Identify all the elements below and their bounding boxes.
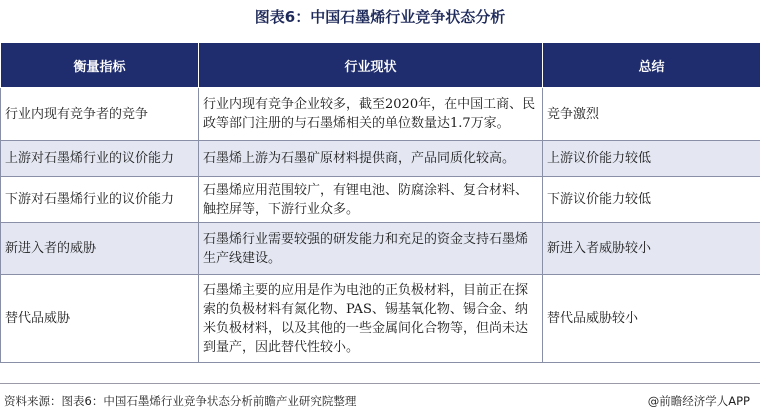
- footer-divider: [0, 383, 760, 384]
- indicator-cell: 下游对石墨烯行业的议价能力: [1, 177, 199, 223]
- table-row: [1, 223, 760, 275]
- summary-cell: 下游议价能力较低: [543, 177, 760, 223]
- table-row: [1, 88, 760, 141]
- indicator-cell: 行业内现有竞争者的竞争: [1, 88, 199, 141]
- indicator-cell: 新进入者的威胁: [1, 223, 199, 275]
- source-note: 资料来源：图表6：中国石墨烯行业竞争状态分析前瞻产业研究院整理: [4, 394, 357, 408]
- status-cell: 行业内现有竞争企业较多，截至2020年，在中国工商、民政等部门注册的与石墨烯相关的单位数量达1.7万家。: [199, 88, 543, 141]
- table-row: [1, 141, 760, 177]
- competition-table: [0, 42, 760, 363]
- table-row: [1, 275, 760, 363]
- column-header-indicator: 衡量指标: [1, 43, 199, 88]
- table-header-row: [1, 43, 760, 88]
- status-cell: 石墨烯主要的应用是作为电池的正负极材料，目前正在探索的负极材料有氮化物、PAS、锡基氧化物、锡合金、纳米负极材料，以及其他的一些金属间化合物等，但尚未达到量产，因此替代性较小。: [199, 275, 543, 363]
- summary-cell: 新进入者威胁较小: [543, 223, 760, 275]
- page-title: 图表6：中国石墨烯行业竞争状态分析: [254, 8, 506, 26]
- status-cell: 石墨烯行业需要较强的研发能力和充足的资金支持石墨烯生产线建设。: [199, 223, 543, 275]
- summary-cell: 竞争激烈: [543, 88, 760, 141]
- credit-label: @前瞻经济学人APP: [647, 394, 750, 408]
- summary-cell: 替代品威胁较小: [543, 275, 760, 363]
- table-row: [1, 177, 760, 223]
- indicator-cell: 上游对石墨烯行业的议价能力: [1, 141, 199, 177]
- status-cell: 石墨烯上游为石墨矿原材料提供商，产品同质化较高。: [199, 141, 543, 177]
- summary-cell: 上游议价能力较低: [543, 141, 760, 177]
- indicator-cell: 替代品威胁: [1, 275, 199, 363]
- status-cell: 石墨烯应用范围较广，有锂电池、防腐涂料、复合材料、触控屏等，下游行业众多。: [199, 177, 543, 223]
- column-header-status: 行业现状: [199, 43, 543, 88]
- column-header-summary: 总结: [543, 43, 760, 88]
